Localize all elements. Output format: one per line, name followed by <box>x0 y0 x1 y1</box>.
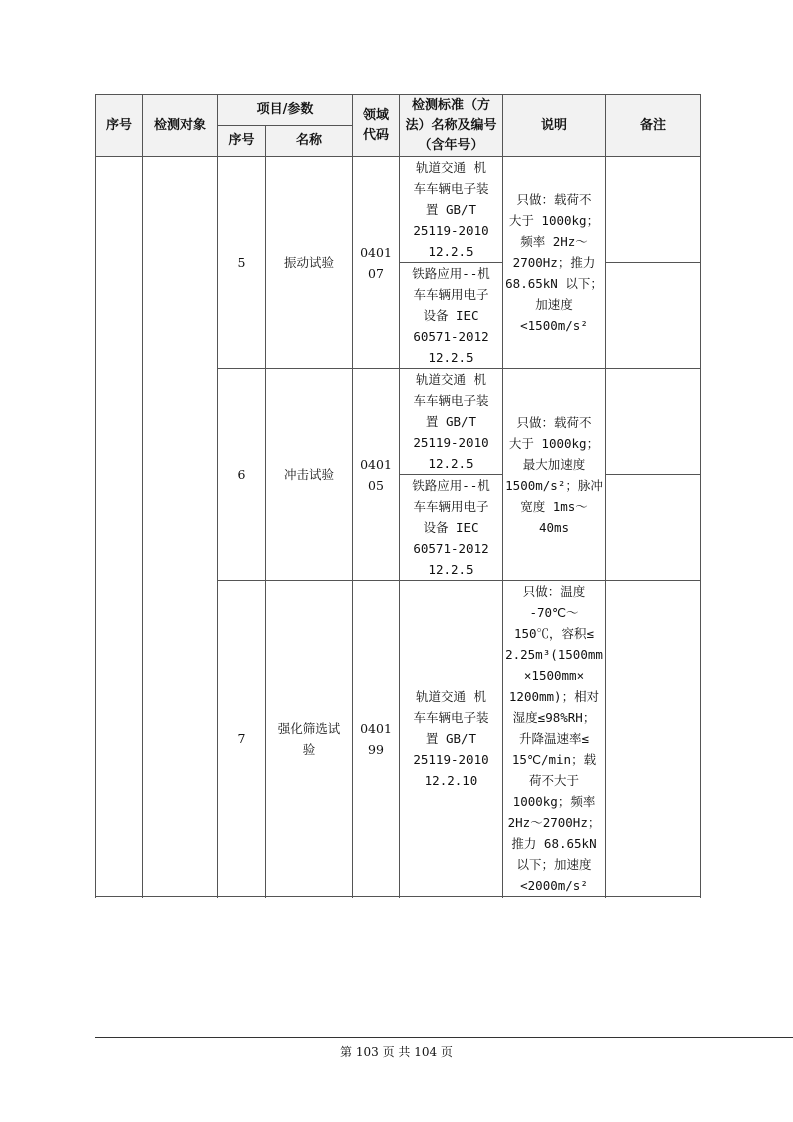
header-item-name: 名称 <box>266 126 353 157</box>
footer-divider <box>95 1037 793 1038</box>
row-7-code: 0401 99 <box>353 581 400 897</box>
cell-object-blank <box>143 157 218 897</box>
row-6-remark-2 <box>606 475 701 581</box>
cell-seq-blank <box>96 157 143 897</box>
capability-table <box>95 94 701 897</box>
row-6-remark-1 <box>606 369 701 475</box>
row-5-seq: 5 <box>218 157 266 369</box>
row-6-seq: 6 <box>218 369 266 581</box>
header-seq: 序号 <box>96 95 143 157</box>
row-5-remark-1 <box>606 157 701 263</box>
header-domain-code: 领域 代码 <box>353 95 400 157</box>
row-5-description: 只做：载荷不 大于 1000kg； 频率 2Hz～ 2700Hz；推力 68.65kN 以下； 加速度 <1500m/s² <box>503 157 606 369</box>
row-5-name: 振动试验 <box>266 157 353 369</box>
row-7-name: 强化筛选试 验 <box>266 581 353 897</box>
header-standard: 检测标准（方法）名称及编号（含年号） <box>400 95 503 157</box>
row-5-standard-1: 轨道交通 机 车车辆电子装 置 GB/T 25119-2010 12.2.5 <box>400 157 503 263</box>
row-5-remark-2 <box>606 263 701 369</box>
page-number: 第 103 页 共 104 页 <box>340 1045 453 1059</box>
row-6-name: 冲击试验 <box>266 369 353 581</box>
row-6-standard-2: 铁路应用--机 车车辆用电子 设备 IEC 60571-2012 12.2.5 <box>400 475 503 581</box>
row-6-description: 只做：载荷不 大于 1000kg； 最大加速度 1500m/s²；脉冲 宽度 1ms～ 40ms <box>503 369 606 581</box>
header-object: 检测对象 <box>143 95 218 157</box>
header-description: 说明 <box>503 95 606 157</box>
row-7-remark <box>606 581 701 897</box>
row-6-standard-1: 轨道交通 机 车车辆电子装 置 GB/T 25119-2010 12.2.5 <box>400 369 503 475</box>
row-5-code: 0401 07 <box>353 157 400 369</box>
row-7-seq: 7 <box>218 581 266 897</box>
row-5-standard-2: 铁路应用--机 车车辆用电子 设备 IEC 60571-2012 12.2.5 <box>400 263 503 369</box>
row-6-code: 0401 05 <box>353 369 400 581</box>
header-remark: 备注 <box>606 95 701 157</box>
row-7-standard-1: 轨道交通 机 车车辆电子装 置 GB/T 25119-2010 12.2.10 <box>400 581 503 897</box>
header-item-group: 项目/参数 <box>218 95 353 126</box>
header-item-seq: 序号 <box>218 126 266 157</box>
row-7-description: 只做：温度 -70℃～ 150℃，容积≤ 2.25m³(1500mm ×1500mm× 1200mm)；相对 湿度≤98%RH； 升降温速率≤ 15℃/min；载 荷不大于 1000kg；频率 2Hz～2700Hz； 推力 68.65kN 以下；加速度 <2000m/s² <box>503 581 606 897</box>
